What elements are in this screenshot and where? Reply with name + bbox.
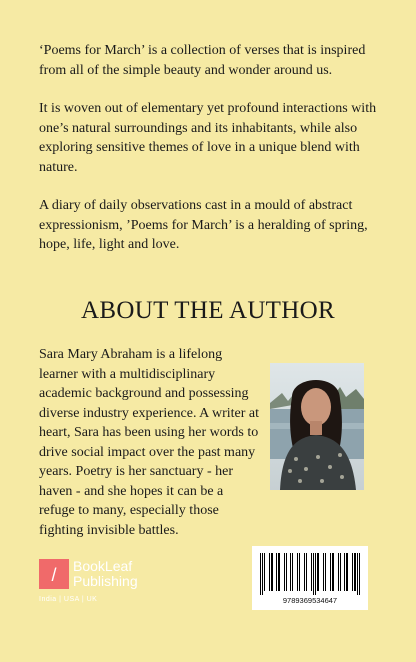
blurb-paragraph-2: It is woven out of elementary yet profound interactions with one’s natural surroundings and its inhabitants, while also exploring sensitive themes of love in a unique blend with nature. [39, 101, 377, 175]
about-author-heading: ABOUT THE AUTHOR [81, 297, 335, 324]
isbn-number: 9789369534647 [282, 596, 338, 605]
barcode-bar [354, 553, 356, 591]
barcode-bar [269, 553, 270, 591]
barcode-bar [317, 553, 319, 591]
barcode-bar [357, 553, 358, 595]
back-cover-blurb [39, 41, 384, 274]
publisher-logo [39, 559, 159, 609]
barcode-bar [313, 553, 314, 595]
publisher-name-line2: Publishing [73, 573, 138, 589]
publisher-logo-mark [39, 559, 69, 589]
barcode-bar [290, 553, 291, 591]
author-photo [270, 363, 364, 490]
publisher-name-line1: BookLeaf [73, 558, 133, 574]
barcode-bar [286, 553, 287, 591]
barcode-bar [344, 553, 345, 591]
barcode-bar [315, 553, 316, 595]
barcode-bar [352, 553, 353, 591]
author-bio: Sara Mary Abraham is a lifelong learner with a multidisciplinary academic background and possessing diverse industry experience. A writer at heart, Sara has been using her words to drive social impact over the past many years. Poetry is her sanctuary - her haven - and she hopes it can be a refuge to many, especially those fighting invisible battles. [39, 347, 260, 538]
blurb-paragraph-3: A diary of daily observations cast in a mould of abstract expressionism, ’Poems for March’ is a heralding of spring, hope, life, light and love. [39, 198, 368, 252]
barcode-bar [338, 553, 339, 591]
barcode-bar [278, 553, 280, 591]
publisher-tagline: India | USA | UK [39, 596, 98, 603]
barcode-bar [359, 553, 360, 595]
barcode-bar [325, 553, 326, 591]
barcode-bar [340, 553, 341, 591]
barcode-bar [284, 553, 285, 591]
barcode-bar [260, 553, 261, 595]
barcode-bar [346, 553, 348, 591]
barcode-bar [276, 553, 277, 591]
blurb-paragraph-1: ‘Poems for March’ is a collection of verses that is inspired from all of the simple beauty and wonder around us. [39, 43, 366, 78]
barcode-bar [323, 553, 324, 591]
isbn-barcode [252, 546, 368, 610]
barcode-bar [264, 553, 265, 591]
barcode-bar [311, 553, 312, 591]
barcode-bar [292, 553, 293, 591]
barcode-bar [297, 553, 298, 591]
barcode-bar [330, 553, 331, 591]
barcode-bar [304, 553, 305, 591]
barcode-bar [262, 553, 263, 595]
barcode-bar [332, 553, 334, 591]
svg-text:/: / [51, 565, 57, 585]
barcode-bars [258, 553, 362, 595]
barcode-bar [306, 553, 307, 591]
barcode-bar [299, 553, 300, 591]
barcode-bar [271, 553, 273, 591]
